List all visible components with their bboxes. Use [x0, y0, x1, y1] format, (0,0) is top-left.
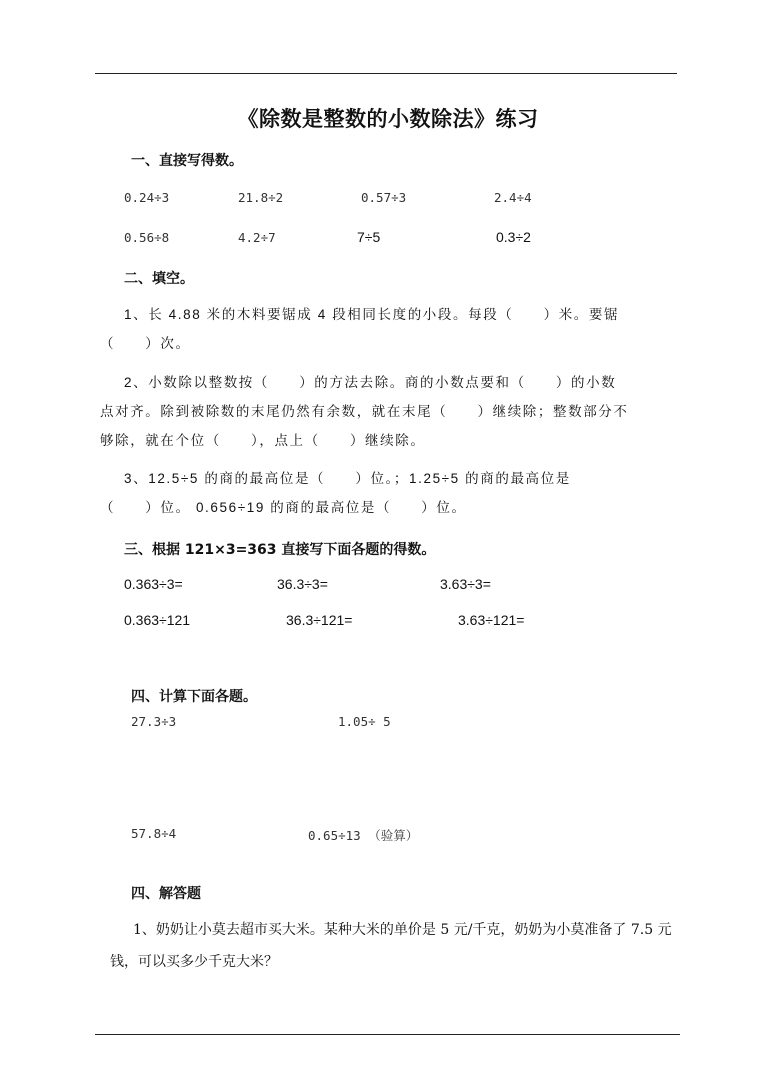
section-5-heading: 四、解答题: [131, 886, 201, 902]
fill-question-2: [100, 368, 690, 455]
s1-item: 2.4÷4: [494, 190, 532, 205]
fill-question-1: [100, 300, 690, 358]
top-rule: [95, 73, 677, 74]
s3-item: 0.363÷121: [124, 612, 191, 628]
s1-item: 0.3÷2: [496, 229, 531, 245]
section-3-heading: 三、根据 121×3=363 直接写下面各题的得数。: [124, 542, 436, 558]
word-problem-line: 1、奶奶让小莫去超市买大米。某种大米的单价是 5 元/千克，奶奶为小莫准备了 7.5 元: [133, 922, 672, 938]
word-problem-line: 钱，可以买多少千克大米？: [110, 954, 278, 970]
s3-item: 3.63÷3=: [440, 576, 491, 592]
s1-item: 4.2÷7: [238, 230, 276, 245]
s3-item: 36.3÷121=: [286, 612, 353, 628]
fill-q2-line: 2、小数除以整数按（ ）的方法去除。商的小数点要和（ ）的小数: [124, 375, 617, 390]
fill-question-3: [100, 464, 690, 522]
bottom-rule: [95, 1034, 680, 1035]
s4-item: 57.8÷4: [131, 826, 177, 841]
s4-item: 0.65÷13 （验算）: [308, 828, 419, 843]
fill-q3-line: （ ）位。 0.656÷19 的商的最高位是（ ）位。: [100, 500, 467, 515]
page-title: 《除数是整数的小数除法》练习: [237, 106, 539, 131]
fill-q2-line: 点对齐。除到被除数的末尾仍然有余数，就在末尾（ ）继续除；整数部分不: [100, 404, 629, 419]
fill-q1-line: 1、长 4.88 米的木料要锯成 4 段相同长度的小段。每段（ ）米。要锯: [124, 307, 620, 322]
section-4-heading: 四、计算下面各题。: [131, 689, 257, 705]
section-2-heading: 二、填空。: [124, 271, 194, 287]
s3-item: 0.363÷3=: [124, 576, 183, 592]
s4-item: 1.05÷ 5: [338, 714, 391, 729]
fill-q3-line: 3、12.5÷5 的商的最高位是（ ）位。；1.25÷5 的商的最高位是: [124, 471, 571, 486]
s1-item: 0.57÷3: [361, 190, 407, 205]
s3-item: 3.63÷121=: [458, 612, 525, 628]
s1-item: 21.8÷2: [238, 190, 284, 205]
s1-item: 7÷5: [357, 229, 381, 245]
fill-q1-line: （ ）次。: [100, 336, 191, 351]
word-problem-1: [110, 914, 690, 978]
section-1-heading: 一、直接写得数。: [131, 153, 243, 169]
s1-item: 0.24÷3: [124, 190, 170, 205]
s4-item: 27.3÷3: [131, 714, 177, 729]
fill-q2-line: 够除，就在个位（ ），点上（ ）继续除。: [100, 433, 426, 448]
s3-item: 36.3÷3=: [277, 576, 328, 592]
s1-item: 0.56÷8: [124, 230, 170, 245]
